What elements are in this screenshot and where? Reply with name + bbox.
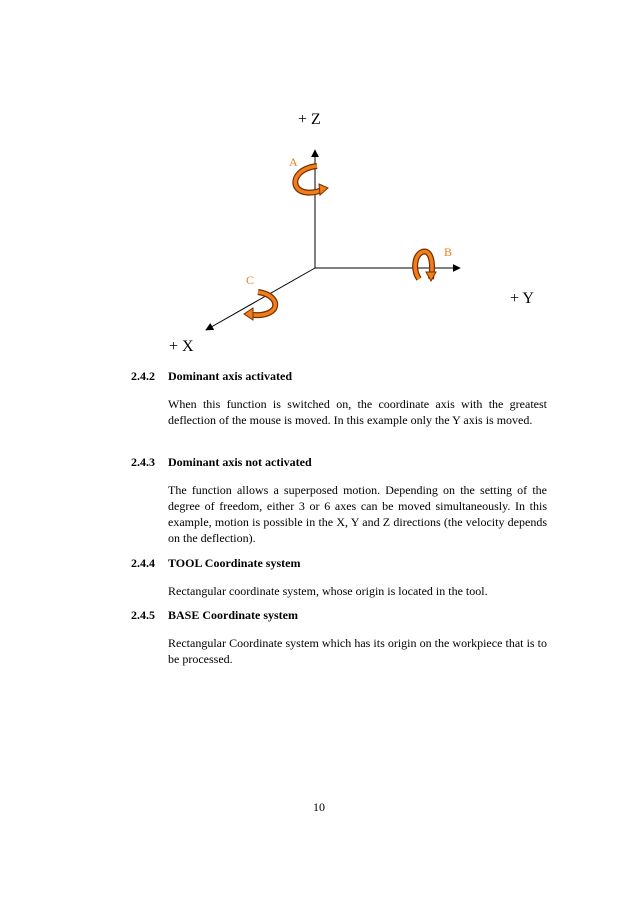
section-title: Dominant axis activated — [168, 369, 292, 383]
section-number: 2.4.4 — [131, 556, 155, 570]
section-body: Rectangular coordinate system, whose origin is located in the tool. — [168, 584, 488, 598]
x-axis-line — [206, 268, 315, 330]
rotation-a-arrow — [295, 166, 328, 195]
rotation-b-label: B — [444, 245, 453, 259]
rotation-b-arrow — [415, 252, 436, 281]
section-heading — [131, 607, 547, 623]
section-title: TOOL Coordinate system — [168, 556, 301, 570]
section-body: The function allows a superposed motion. Depending on the setting of the degree of freedom, either 3 or 6 axes can be moved simultaneously. In this example, motion is possible in the X, Y and Z directions (the velocity depends on the deflection). — [168, 483, 547, 545]
x-axis-label: + X — [169, 338, 194, 355]
page-number: 10 — [313, 800, 325, 814]
z-axis-label: + Z — [298, 111, 321, 128]
section-2-4-2 — [131, 368, 547, 428]
section-2-4-4 — [131, 555, 547, 599]
y-axis-label: + Y — [510, 290, 534, 307]
section-title: BASE Coordinate system — [168, 608, 299, 622]
section-number: 2.4.2 — [131, 369, 155, 383]
section-2-4-5 — [131, 607, 547, 667]
coordinate-axes-diagram — [0, 0, 638, 370]
rotation-c-label: C — [246, 273, 255, 287]
section-heading — [131, 454, 547, 470]
section-heading — [131, 555, 547, 571]
section-number: 2.4.5 — [131, 608, 155, 622]
rotation-a-label: A — [289, 155, 298, 169]
section-title: Dominant axis not activated — [168, 455, 312, 469]
section-body: Rectangular Coordinate system which has its origin on the workpiece that is to be processed. — [168, 636, 547, 666]
section-2-4-3 — [131, 454, 547, 546]
section-number: 2.4.3 — [131, 455, 155, 469]
section-body: When this function is switched on, the coordinate axis with the greatest deflection of the mouse is moved. In this example only the Y axis is moved. — [168, 397, 547, 427]
section-heading — [131, 368, 547, 384]
